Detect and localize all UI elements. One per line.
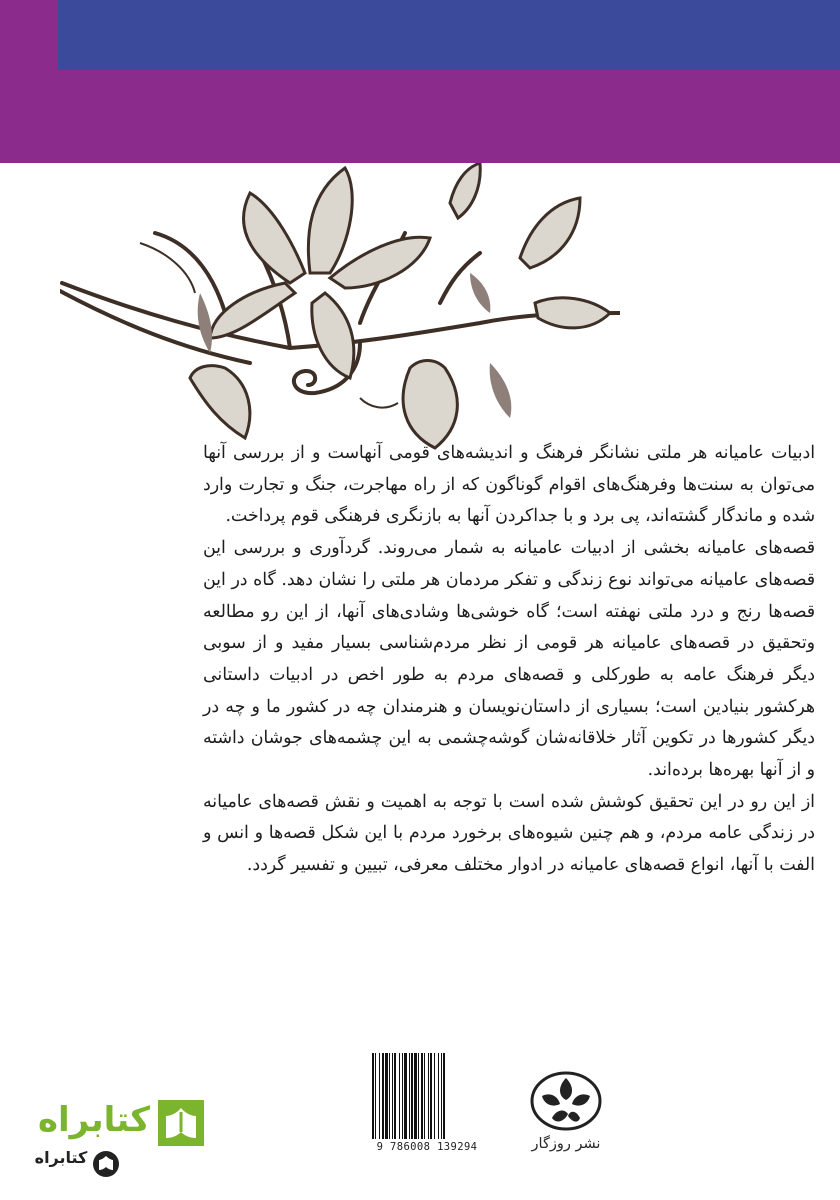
back-cover-text xyxy=(203,438,815,882)
publisher-name: نشر روزگار xyxy=(531,1136,601,1152)
ketabrah-watermark-small-text: کتابراه xyxy=(34,1148,88,1167)
floral-ornament-icon xyxy=(60,163,620,453)
isbn-barcode xyxy=(366,1053,488,1159)
ketabrah-watermark-text: کتابراه xyxy=(37,1100,150,1140)
paragraph: از این رو در این تحقیق کوشش شده است با توجه به اهمیت و نقش قصه‌های عامیانه در زندگی عامه مردم، و هم چنین شیوه‌های برخورد مردم با این شکل قصه‌ها و انس و الفت با آنها، انواع قصه‌های عامیانه در ادوار مختلف معرفی، تبیین و تفسیر گردد. xyxy=(203,791,815,876)
ketabrah-small-icon xyxy=(92,1150,120,1178)
publisher-emblem-icon xyxy=(528,1070,604,1132)
ketabrah-book-icon xyxy=(150,1092,212,1154)
barcode-number: 9 786008 139294 xyxy=(376,1141,478,1153)
barcode-bars xyxy=(370,1053,484,1139)
paragraph: قصه‌های عامیانه بخشی از ادبیات عامیانه به شمار می‌روند. گردآوری و بررسی این قصه‌های عامیانه می‌تواند نوع زندگی و تفکر مردمان هر ملتی را نشان دهد. گاه در این قصه‌ها رنج و درد ملتی نهفته است؛ گاه خوشی‌ها وشادی‌های آنها، از این رو مطالعه وتحقیق در قصه‌های عامیانه هر قومی از نظر مردم‌شناسی بسیار مفید و از سوبی دیگر فرهنگ عامه به طورکلی و قصه‌های مردم به طور اخص در ادبیات داستانی هرکشور بنیادین است؛ بسیاری از داستان‌نویسان و هنرمندان چه در کشور ما و چه در دیگر کشورها در تکوین آثار خلاقانه‌شان گوشه‌چشمی به این چشمه‌های جوشان داشته و از آنها بهره‌ها برده‌اند. xyxy=(203,538,815,781)
top-band-blue xyxy=(58,0,840,70)
paragraph: ادبیات عامیانه هر ملتی نشانگر فرهنگ و اندیشه‌های قومی آنهاست و از بررسی آنها می‌توان به سنت‌ها وفرهنگ‌های اقوام گوناگون که از راه مهاجرت، جنگ و تجارت وارد شده و ماندگار گشته‌اند، پی برد و با جداکردن آنها به بازنگری فرهنگی قوم پرداخت. xyxy=(203,443,815,527)
